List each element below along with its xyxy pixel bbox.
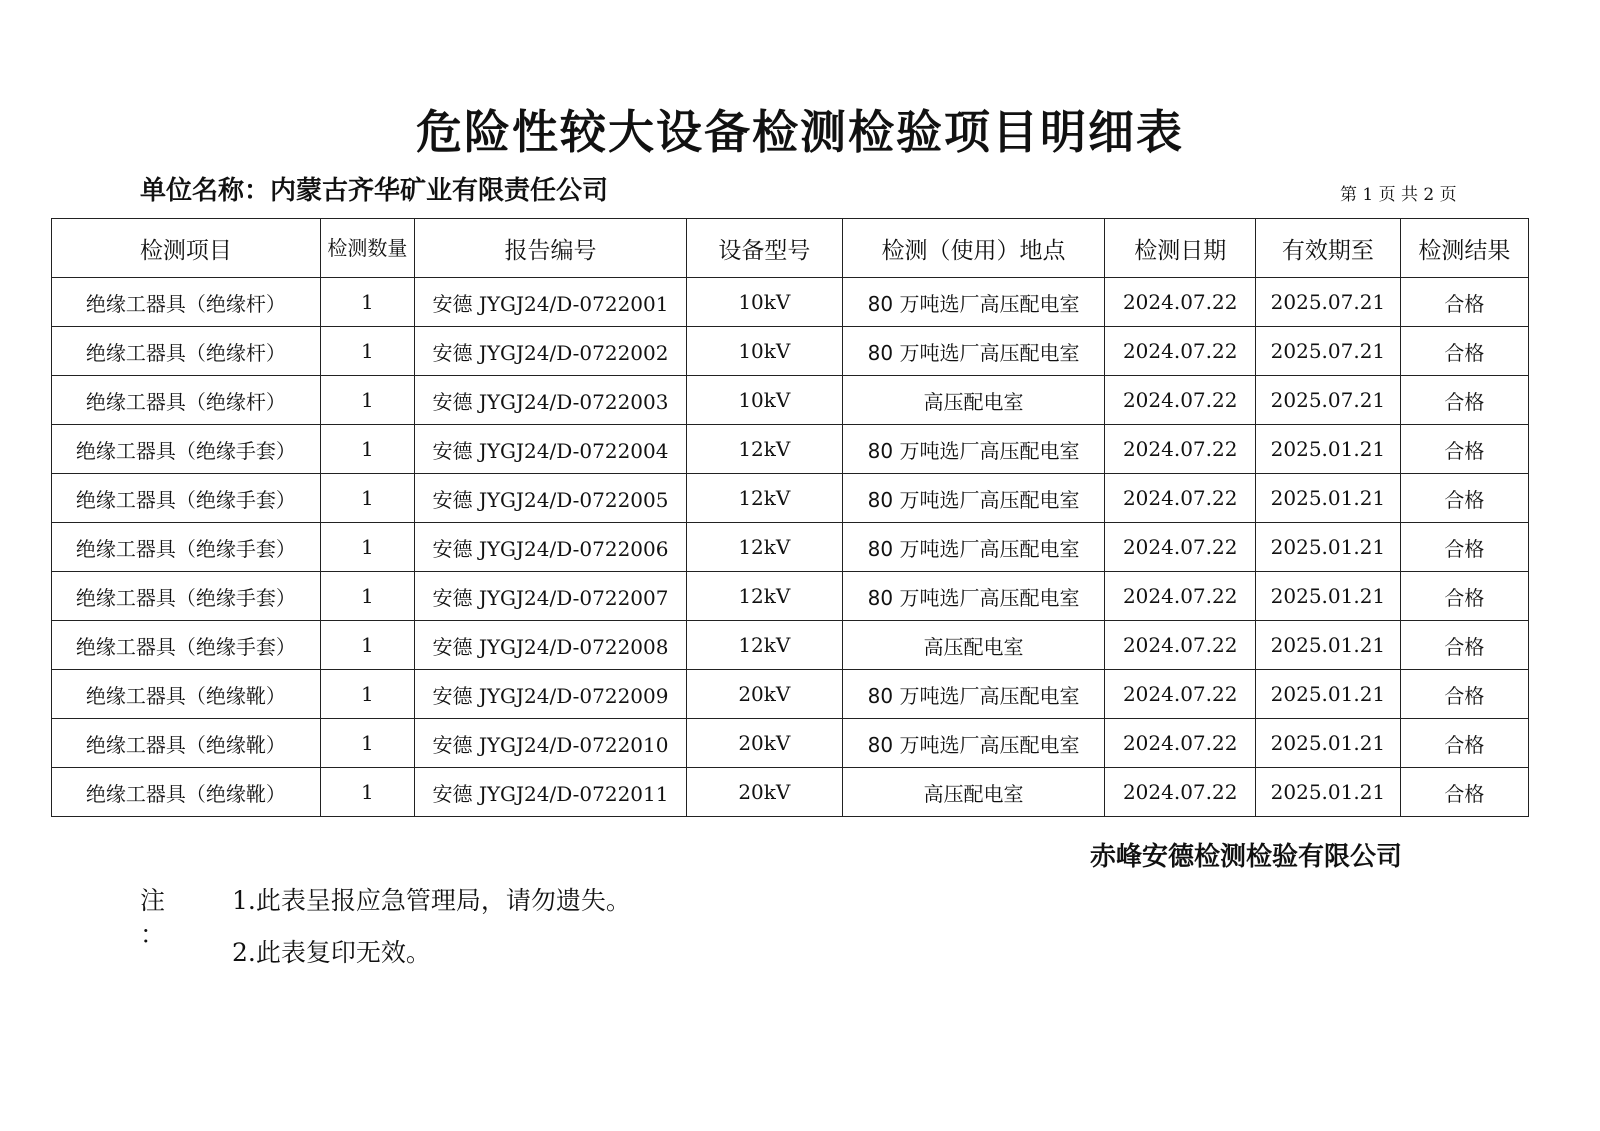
cell-model: 12kV — [686, 425, 842, 474]
cell-valid-until: 2025.01.21 — [1256, 474, 1401, 523]
cell-test-date: 2024.07.22 — [1105, 278, 1256, 327]
page-info: 第 1 页 共 2 页 — [1340, 185, 1457, 205]
cell-location: 80 万吨选厂高压配电室 — [842, 327, 1105, 376]
cell-model: 12kV — [686, 474, 842, 523]
cell-model: 10kV — [686, 278, 842, 327]
cell-test-date: 2024.07.22 — [1105, 376, 1256, 425]
cell-report-no: 安德 JYGJ24/D-0722010 — [415, 719, 687, 768]
table-row — [52, 572, 1529, 621]
cell-model: 20kV — [686, 719, 842, 768]
cell-report-no: 安德 JYGJ24/D-0722009 — [415, 670, 687, 719]
cell-report-no: 安德 JYGJ24/D-0722008 — [415, 621, 687, 670]
table-body — [52, 278, 1529, 817]
header-model: 设备型号 — [686, 219, 842, 278]
cell-model: 12kV — [686, 523, 842, 572]
cell-item: 绝缘工器具（绝缘靴） — [52, 719, 321, 768]
table-row — [52, 376, 1529, 425]
cell-model: 20kV — [686, 670, 842, 719]
cell-valid-until: 2025.01.21 — [1256, 572, 1401, 621]
cell-test-date: 2024.07.22 — [1105, 719, 1256, 768]
cell-result: 合格 — [1400, 768, 1528, 817]
cell-report-no: 安德 JYGJ24/D-0722003 — [415, 376, 687, 425]
cell-location: 80 万吨选厂高压配电室 — [842, 425, 1105, 474]
note-item: 2.此表复印无效。 — [232, 938, 431, 967]
cell-report-no: 安德 JYGJ24/D-0722006 — [415, 523, 687, 572]
cell-report-no: 安德 JYGJ24/D-0722002 — [415, 327, 687, 376]
cell-test-date: 2024.07.22 — [1105, 768, 1256, 817]
cell-report-no: 安德 JYGJ24/D-0722011 — [415, 768, 687, 817]
page-title: 危险性较大设备检测检验项目明细表 — [416, 105, 1184, 159]
header-quantity: 检测数量 — [320, 219, 414, 278]
cell-result: 合格 — [1400, 327, 1528, 376]
cell-test-date: 2024.07.22 — [1105, 523, 1256, 572]
header-valid-until: 有效期至 — [1256, 219, 1401, 278]
cell-report-no: 安德 JYGJ24/D-0722004 — [415, 425, 687, 474]
cell-valid-until: 2025.07.21 — [1256, 278, 1401, 327]
cell-report-no: 安德 JYGJ24/D-0722005 — [415, 474, 687, 523]
table-row — [52, 278, 1529, 327]
table-row — [52, 425, 1529, 474]
cell-report-no: 安德 JYGJ24/D-0722001 — [415, 278, 687, 327]
header-location: 检测（使用）地点 — [842, 219, 1105, 278]
cell-quantity: 1 — [320, 474, 414, 523]
header-result: 检测结果 — [1400, 219, 1528, 278]
cell-result: 合格 — [1400, 719, 1528, 768]
cell-result: 合格 — [1400, 670, 1528, 719]
table-row — [52, 768, 1529, 817]
cell-valid-until: 2025.01.21 — [1256, 425, 1401, 474]
cell-test-date: 2024.07.22 — [1105, 327, 1256, 376]
table-row — [52, 474, 1529, 523]
cell-item: 绝缘工器具（绝缘手套） — [52, 425, 321, 474]
unit-name: 单位名称：内蒙古齐华矿业有限责任公司 — [140, 176, 609, 206]
cell-location: 80 万吨选厂高压配电室 — [842, 278, 1105, 327]
cell-item: 绝缘工器具（绝缘杆） — [52, 376, 321, 425]
cell-item: 绝缘工器具（绝缘手套） — [52, 523, 321, 572]
notes — [140, 884, 631, 988]
cell-test-date: 2024.07.22 — [1105, 474, 1256, 523]
cell-item: 绝缘工器具（绝缘手套） — [52, 572, 321, 621]
cell-quantity: 1 — [320, 425, 414, 474]
cell-model: 12kV — [686, 572, 842, 621]
cell-quantity: 1 — [320, 376, 414, 425]
detail-table — [51, 218, 1529, 817]
cell-valid-until: 2025.07.21 — [1256, 327, 1401, 376]
cell-test-date: 2024.07.22 — [1105, 621, 1256, 670]
cell-item: 绝缘工器具（绝缘杆） — [52, 327, 321, 376]
cell-location: 80 万吨选厂高压配电室 — [842, 523, 1105, 572]
header-report-no: 报告编号 — [415, 219, 687, 278]
notes-label: 注 ： — [140, 886, 184, 949]
cell-valid-until: 2025.01.21 — [1256, 768, 1401, 817]
cell-quantity: 1 — [320, 572, 414, 621]
cell-item: 绝缘工器具（绝缘杆） — [52, 278, 321, 327]
header-test-date: 检测日期 — [1105, 219, 1256, 278]
note-item: 1.此表呈报应急管理局，请勿遗失。 — [232, 886, 631, 915]
cell-result: 合格 — [1400, 278, 1528, 327]
cell-quantity: 1 — [320, 327, 414, 376]
cell-result: 合格 — [1400, 376, 1528, 425]
issuer-company: 赤峰安德检测检验有限公司 — [1090, 842, 1403, 872]
table-row — [52, 327, 1529, 376]
cell-result: 合格 — [1400, 621, 1528, 670]
cell-quantity: 1 — [320, 719, 414, 768]
cell-location: 80 万吨选厂高压配电室 — [842, 474, 1105, 523]
table-row — [52, 523, 1529, 572]
cell-location: 80 万吨选厂高压配电室 — [842, 719, 1105, 768]
cell-item: 绝缘工器具（绝缘靴） — [52, 768, 321, 817]
cell-model: 10kV — [686, 327, 842, 376]
cell-quantity: 1 — [320, 621, 414, 670]
cell-result: 合格 — [1400, 523, 1528, 572]
cell-quantity: 1 — [320, 523, 414, 572]
cell-result: 合格 — [1400, 572, 1528, 621]
cell-location: 高压配电室 — [842, 621, 1105, 670]
cell-model: 10kV — [686, 376, 842, 425]
cell-item: 绝缘工器具（绝缘手套） — [52, 621, 321, 670]
cell-report-no: 安德 JYGJ24/D-0722007 — [415, 572, 687, 621]
cell-quantity: 1 — [320, 278, 414, 327]
cell-valid-until: 2025.01.21 — [1256, 670, 1401, 719]
table-row — [52, 621, 1529, 670]
cell-test-date: 2024.07.22 — [1105, 670, 1256, 719]
cell-valid-until: 2025.01.21 — [1256, 523, 1401, 572]
cell-location: 高压配电室 — [842, 768, 1105, 817]
cell-item: 绝缘工器具（绝缘靴） — [52, 670, 321, 719]
cell-valid-until: 2025.01.21 — [1256, 719, 1401, 768]
cell-valid-until: 2025.01.21 — [1256, 621, 1401, 670]
header-item: 检测项目 — [52, 219, 321, 278]
cell-location: 80 万吨选厂高压配电室 — [842, 670, 1105, 719]
header-row — [52, 219, 1529, 278]
cell-location: 80 万吨选厂高压配电室 — [842, 572, 1105, 621]
cell-test-date: 2024.07.22 — [1105, 425, 1256, 474]
cell-result: 合格 — [1400, 474, 1528, 523]
table-row — [52, 719, 1529, 768]
table-row — [52, 670, 1529, 719]
cell-valid-until: 2025.07.21 — [1256, 376, 1401, 425]
cell-quantity: 1 — [320, 768, 414, 817]
cell-result: 合格 — [1400, 425, 1528, 474]
cell-model: 12kV — [686, 621, 842, 670]
cell-location: 高压配电室 — [842, 376, 1105, 425]
cell-item: 绝缘工器具（绝缘手套） — [52, 474, 321, 523]
cell-test-date: 2024.07.22 — [1105, 572, 1256, 621]
cell-quantity: 1 — [320, 670, 414, 719]
cell-model: 20kV — [686, 768, 842, 817]
